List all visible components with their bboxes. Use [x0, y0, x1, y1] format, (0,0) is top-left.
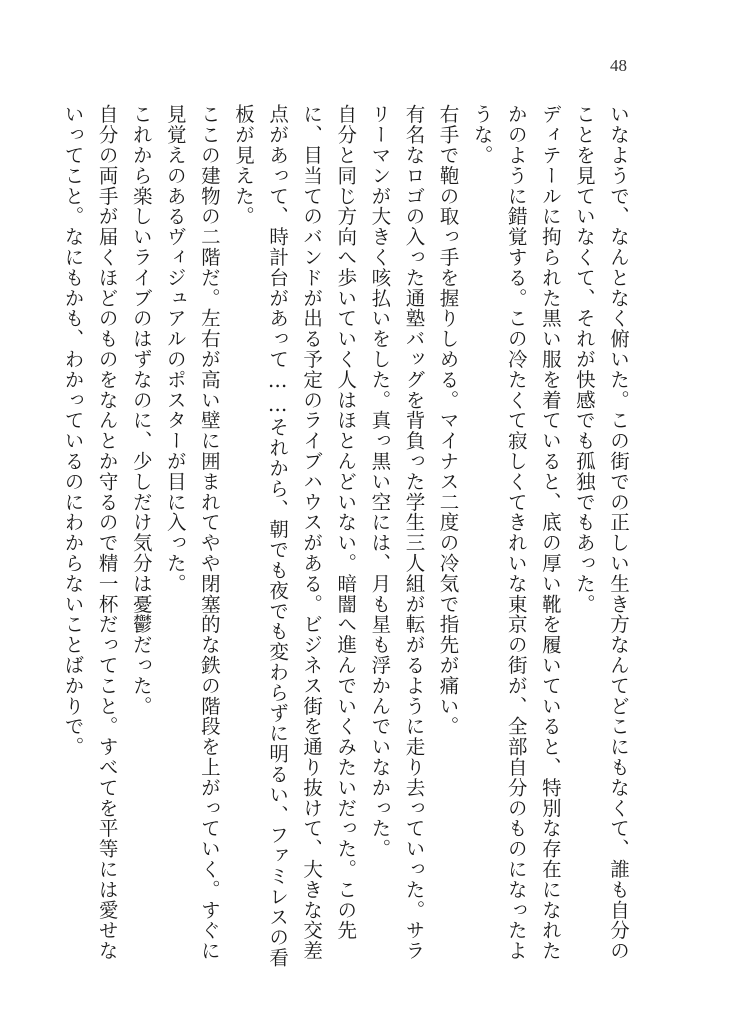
paragraph: 自分と同じ方向へ歩いていく人はほとんどいない。暗闇へ進んでいくみたいだった。この先に、目当てのバンドが出る予定のライブハウスがある。ビジネス街を通り抜けて、大きな交差点があって、時計台があって……それから、朝でも夜でも変わらずに明るい、ファミレスの看板が見えた。 — [231, 104, 358, 968]
paragraph: いなようで、なんとなく俯いた。この街での正しい生き方なんてどこにもなくて、誰も自分のことを見ていなくて、それが快感でも孤独でもあった。 — [572, 104, 630, 961]
paragraph: ディテールに拘られた黒い服を着ていると、底の厚い靴を履いていると、特別な存在になれたかのように錯覚する。この冷たくて寂しくてきれいな東京の街が、全部自分のものになったような。 — [470, 104, 562, 961]
paragraph: 自分の両手が届くほどのものをなんとか守るので精一杯だってこと。すべてを平等には愛せないってこと。なにもかも、わかっているのにわからないことばかりで。 — [61, 104, 119, 961]
paragraph: 有名なロゴの入った通塾バッグを背負った学生三人組が転がるように走り去っていった。サラリーマンが大きく咳払いをした。真っ黒い空には、月も星も浮かんでいなかった。 — [368, 104, 426, 961]
paragraph: 右手で鞄の取っ手を握りしめる。マイナス二度の冷気で指先が痛い。 — [436, 104, 460, 737]
body-text — [55, 104, 635, 974]
page-number: 48 — [610, 56, 627, 75]
paragraph: ここの建物の二階だ。左右が高い壁に囲まれてやや閉塞的な鉄の階段を上がっていく。すぐに見覚えのあるヴィジュアルのポスターが目に入った。 — [163, 104, 221, 961]
paragraph: これから楽しいライブのはずなのに、少しだけ気分は憂鬱だった。 — [129, 104, 153, 716]
